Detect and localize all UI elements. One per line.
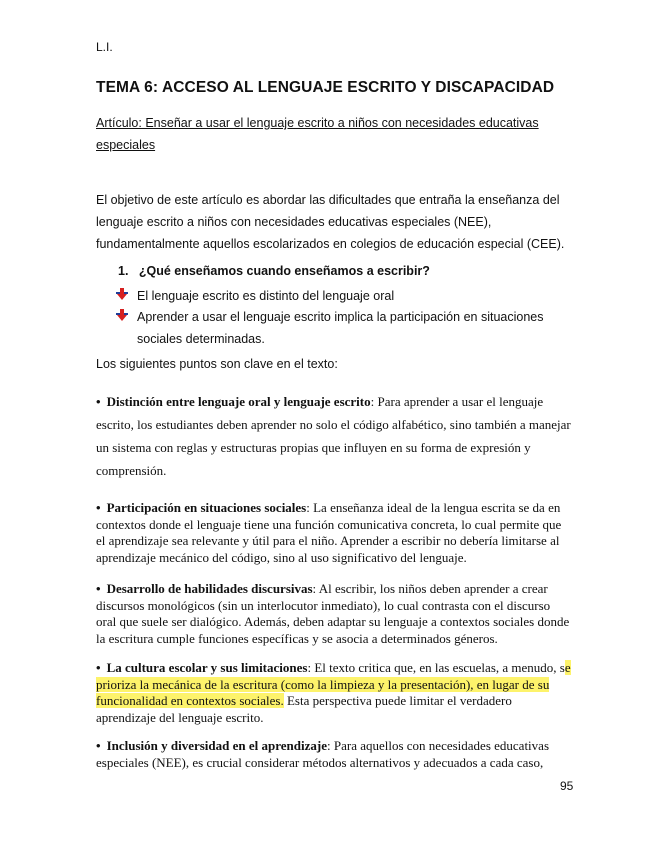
- key-point-text: : Para aprender a usar el lenguaje escrito, los estudiantes deben aprender no solo el código alfabético, sino también a manejar un sistema con reglas y estructuras propias que influyen en su forma de expresión y comprensión.: [96, 394, 571, 478]
- highlighted-text: e prioriza la mecánica de la escritura (como la limpieza y la presentación), en lugar de su funcionalidad en contextos sociales.: [96, 660, 571, 708]
- bullet-icon: •: [96, 500, 101, 515]
- key-point: [96, 390, 571, 482]
- bullet-icon: •: [96, 738, 101, 753]
- key-point-title: Desarrollo de habilidades discursivas: [106, 581, 313, 596]
- key-point-title: Inclusión y diversidad en el aprendizaje: [106, 738, 327, 753]
- key-point-title: Participación en situaciones sociales: [106, 500, 307, 515]
- key-points-intro: Los siguientes puntos son clave en el texto:: [96, 357, 338, 371]
- key-point-text: : Para aquellos con necesidades educativas especiales (NEE), es crucial considerar métodos alternativos y adecuados a cada caso,: [96, 738, 549, 770]
- key-point-title: Distinción entre lenguaje oral y lenguaje escrito: [106, 394, 371, 409]
- arrow-list-item-text: Aprender a usar el lenguaje escrito implica la participación en situaciones sociales determinadas.: [137, 310, 544, 346]
- header-initials: L.I.: [96, 40, 113, 54]
- page-title: TEMA 6: ACCESO AL LENGUAJE ESCRITO Y DISCAPACIDAD: [96, 79, 555, 96]
- section-heading: 1. ¿Qué enseñamos cuando enseñamos a escribir?: [118, 264, 430, 278]
- key-point: [96, 738, 571, 771]
- bullet-icon: •: [96, 394, 101, 409]
- article-subtitle: Artículo: Enseñar a usar el lenguaje escrito a niños con necesidades educativas especiales: [96, 116, 539, 152]
- key-point-title: La cultura escolar y sus limitaciones: [106, 660, 308, 675]
- key-point-text: : El texto critica que, en las escuelas, a menudo, s: [307, 660, 565, 675]
- intro-paragraph: El objetivo de este artículo es abordar las dificultades que entraña la enseñanza del lenguaje escrito a niños con necesidades educativas especiales (NEE), fundamentalmente aquellos escolarizados en colegios de educación especial (CEE).: [96, 193, 565, 251]
- arrow-list-item-text: El lenguaje escrito es distinto del lenguaje oral: [137, 289, 395, 303]
- arrow-list-item: [115, 285, 560, 307]
- bullet-icon: •: [96, 660, 101, 675]
- down-arrow-bullet-icon: [115, 307, 129, 329]
- key-point-text: : La enseñanza ideal de la lengua escrita se da en contextos donde el lenguaje tiene una función comunicativa concreta, lo cual permite que el aprendizaje sea relevante y útil para el niño. Aprender a escribir no debería limitarse al aprendizaje mecánico del código, sino al uso significativo del lenguaje.: [96, 500, 562, 565]
- page-number: 95: [560, 779, 574, 793]
- key-point-text: : Al escribir, los niños deben aprender a crear discursos monológicos (sin un interlocutor inmediato), lo cual contrasta con el discurso oral que suele ser dialógico. Además, deben adaptar su lenguaje a contextos sociales donde la escritura cumple funciones específicas y se asocia a determinados géneros.: [96, 581, 570, 646]
- arrow-list-item: [115, 306, 560, 350]
- key-point-text: Esta perspectiva puede limitar el verdadero aprendizaje del lenguaje escrito.: [96, 693, 512, 725]
- key-point: [96, 500, 571, 566]
- key-point: [96, 660, 571, 726]
- key-point: [96, 581, 571, 647]
- down-arrow-bullet-icon: [115, 286, 129, 308]
- bullet-icon: •: [96, 581, 101, 596]
